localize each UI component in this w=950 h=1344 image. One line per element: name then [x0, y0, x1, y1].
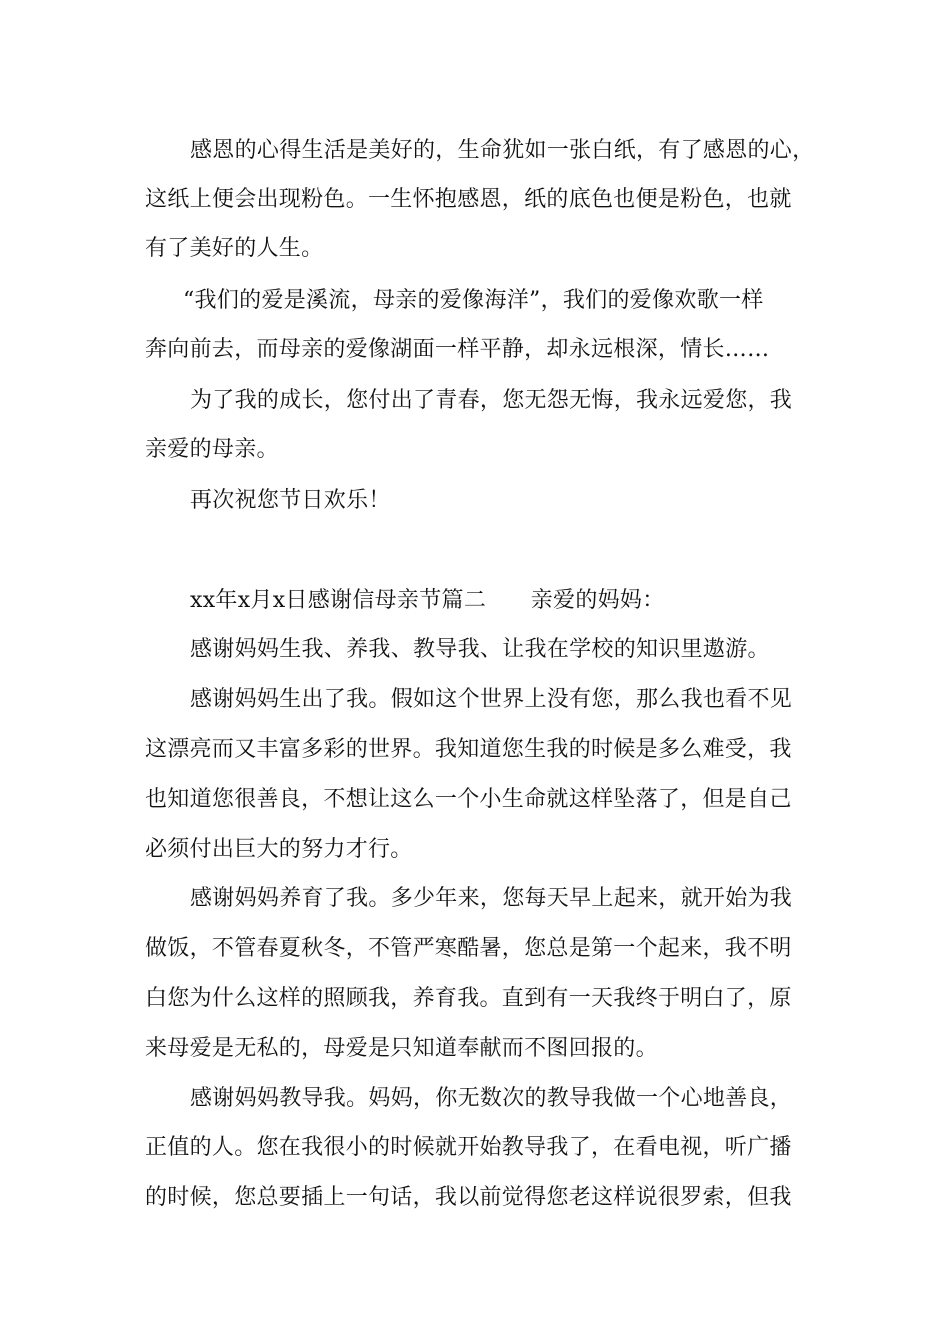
- paragraph-line: 亲爱的母亲。: [145, 437, 279, 462]
- paragraph-line: 有了美好的人生。: [145, 236, 324, 261]
- paragraph-line: 这纸上便会出现粉色。一生怀抱感恩，纸的底色也便是粉色，也就: [145, 187, 792, 212]
- paragraph-line: 白您为什么这样的照顾我，养育我。直到有一天我终于明白了，原: [145, 986, 792, 1011]
- paragraph-line: 再次祝您节日欢乐！: [190, 488, 391, 513]
- paragraph-line: 这漂亮而又丰富多彩的世界。我知道您生我的时候是多么难受，我: [145, 737, 792, 762]
- paragraph-line: “我们的爱是溪流，母亲的爱像海洋”，我们的爱像欢歌一样: [183, 288, 764, 313]
- paragraph-line: 正值的人。您在我很小的时候就开始教导我了，在看电视，听广播: [145, 1135, 792, 1160]
- paragraph-line: 感谢妈妈生出了我。假如这个世界上没有您，那么我也看不见: [190, 687, 793, 712]
- paragraph-line: 的时候，您总要插上一句话，我以前觉得您老这样说很罗索，但我: [145, 1185, 792, 1210]
- section-heading: xx年x月x日感谢信母亲节篇二 亲爱的妈妈：: [190, 588, 665, 613]
- paragraph-line: 感恩的心得生活是美好的，生命犹如一张白纸，有了感恩的心，: [190, 138, 815, 163]
- paragraph-line: 做饭，不管春夏秋冬，不管严寒酷暑，您总是第一个起来，我不明: [145, 936, 792, 961]
- paragraph-line: 为了我的成长，您付出了青春，您无怨无悔，我永远爱您，我: [190, 388, 793, 413]
- paragraph-line: 感谢妈妈生我、养我、教导我、让我在学校的知识里遨游。: [190, 637, 770, 662]
- paragraph-line: 来母爱是无私的，母爱是只知道奉献而不图回报的。: [145, 1036, 658, 1061]
- paragraph-line: 感谢妈妈养育了我。多少年来，您每天早上起来，就开始为我: [190, 886, 793, 911]
- paragraph-line: 奔向前去，而母亲的爱像湖面一样平静，却永远根深，情长……: [145, 337, 770, 362]
- paragraph-line: 必须付出巨大的努力才行。: [145, 837, 413, 862]
- paragraph-line: 感谢妈妈教导我。妈妈，你无数次的教导我做一个心地善良，: [190, 1086, 793, 1111]
- paragraph-line: 也知道您很善良，不想让这么一个小生命就这样坠落了，但是自己: [145, 787, 792, 812]
